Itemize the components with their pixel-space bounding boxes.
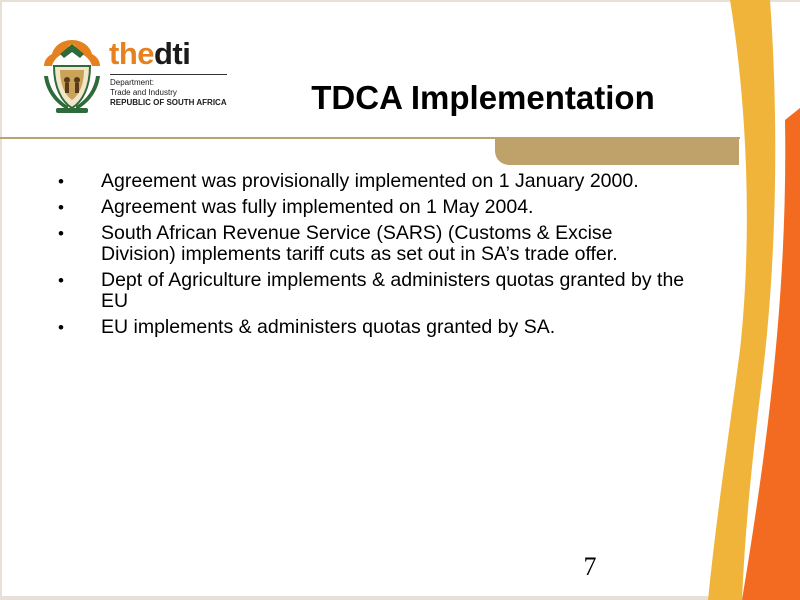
bullet-list: [58, 171, 688, 343]
bullet-icon: •: [58, 198, 64, 217]
bullet-icon: •: [58, 224, 64, 243]
brand-divider: [110, 74, 227, 75]
brand-dti-text: dti: [154, 36, 191, 71]
brand-the-text: the: [109, 36, 154, 71]
bullet-text: EU implements & administers quotas granted by SA.: [101, 316, 556, 338]
bullet-icon: •: [58, 318, 64, 337]
bullet-text: South African Revenue Service (SARS) (Customs & Excise Division) implements tariff cuts as set out in SA’s trade offer.: [101, 222, 618, 265]
brand-wordmark: [109, 36, 190, 72]
coat-of-arms-logo: [38, 36, 106, 114]
page-number: 7: [583, 552, 597, 581]
country-name: REPUBLIC OF SOUTH AFRICA: [110, 98, 227, 107]
bullet-text: Dept of Agriculture implements & administers quotas granted by the EU: [101, 269, 685, 312]
bullet-item: [58, 197, 688, 218]
bullet-item: [58, 270, 688, 312]
slide-title: TDCA Implementation: [311, 79, 655, 116]
header-accent-tab: [495, 138, 739, 165]
bullet-item: [58, 317, 688, 338]
department-label: Department:: [110, 78, 155, 87]
bullet-text: Agreement was fully implemented on 1 May 2004.: [101, 196, 534, 218]
bullet-icon: •: [58, 271, 64, 290]
bullet-item: [58, 223, 688, 265]
bullet-item: [58, 171, 688, 192]
bullet-icon: •: [58, 172, 64, 191]
bullet-text: Agreement was provisionally implemented on 1 January 2000.: [101, 170, 639, 192]
department-name: Trade and Industry: [110, 88, 177, 97]
